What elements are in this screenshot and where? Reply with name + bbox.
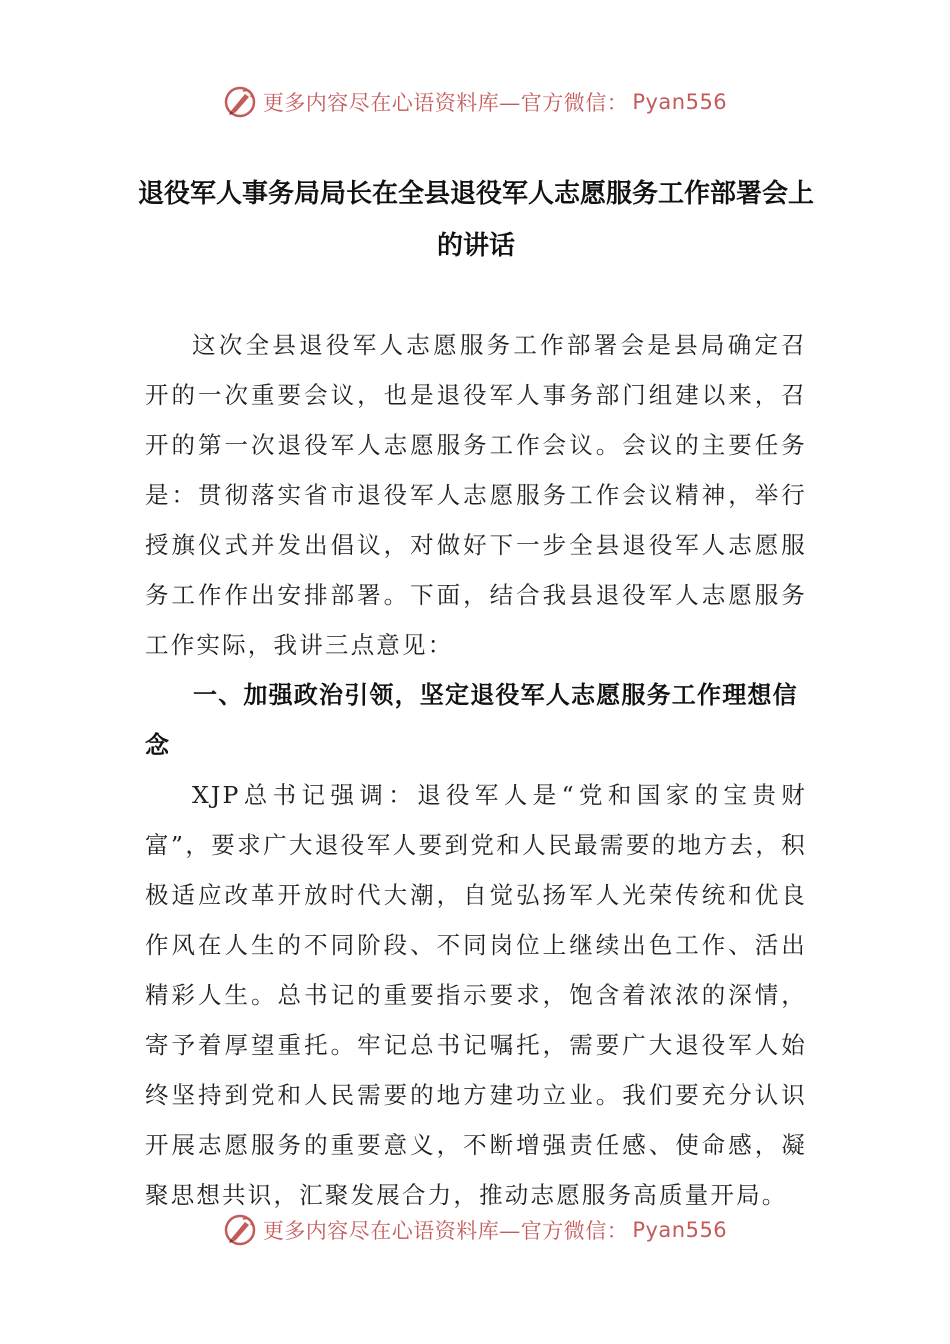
watermark-header (0, 82, 950, 122)
pen-logo-icon (223, 1213, 257, 1247)
watermark-wechat-id: Pyan556 (632, 1218, 728, 1242)
watermark-wechat-id: Pyan556 (632, 90, 728, 114)
watermark-footer (0, 1210, 950, 1250)
watermark-text: 更多内容尽在心语资料库—官方微信： (262, 91, 629, 115)
document-body (137, 168, 814, 1220)
pen-logo-icon (223, 85, 257, 119)
document-title: 退役军人事务局局长在全县退役军人志愿服务工作部署会上的讲话 (137, 179, 814, 261)
watermark-text: 更多内容尽在心语资料库—官方微信： (262, 1219, 629, 1243)
section-1-paragraph: XJP总书记强调：退役军人是“党和国家的宝贵财富”，要求广大退役军人要到党和人民最需要的地方去，积极适应改革开放时代大潮，自觉弘扬军人光荣传统和优良作风在人生的不同阶段、不同岗位上继续出色工作、活出精彩人生。总书记的重要指示要求，饱含着浓浓的深情，寄予着厚望重托。牢记总书记嘱托，需要广大退役军人始终坚持到党和人民需要的地方建功立业。我们要充分认识开展志愿服务的重要意义，不断增强责任感、使命感，凝聚思想共识，汇聚发展合力，推动志愿服务高质量开局。 (145, 781, 807, 1209)
intro-paragraph: 这次全县退役军人志愿服务工作部署会是县局确定召开的一次重要会议，也是退役军人事务部门组建以来，召开的第一次退役军人志愿服务工作会议。会议的主要任务是：贯彻落实省市退役军人志愿服务工作会议精神，举行授旗仪式并发出倡议，对做好下一步全县退役军人志愿服务工作作出安排部署。下面，结合我县退役军人志愿服务工作实际，我讲三点意见： (145, 331, 807, 659)
section-heading-1: 一、加强政治引领，坚定退役军人志愿服务工作理想信念 (145, 681, 798, 759)
